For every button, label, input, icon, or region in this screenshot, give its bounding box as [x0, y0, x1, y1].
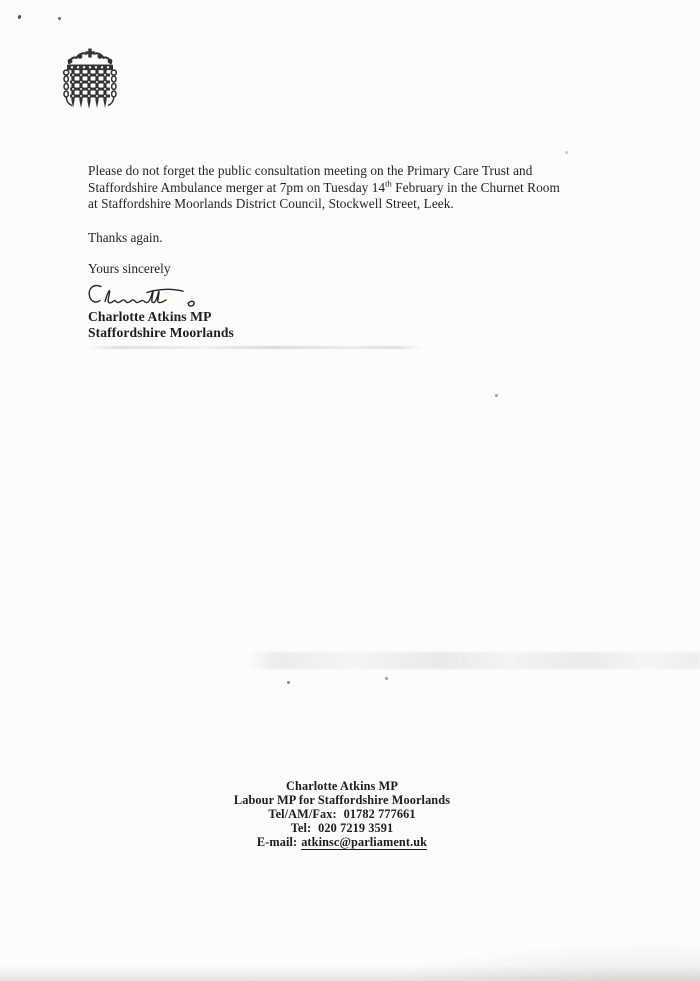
scan-speck	[385, 677, 388, 680]
parliament-portcullis-logo	[62, 48, 118, 118]
email-value: atkinsc@parliament.uk	[301, 834, 428, 849]
scan-speck	[495, 394, 498, 397]
handwritten-signature	[85, 283, 203, 310]
body-line-1: Please do not forget the public consultation meeting on the Primary Care Trust and	[88, 163, 533, 178]
scan-bottom-shadow	[0, 965, 700, 981]
body-line-3: at Staffordshire Moorlands District Council, Stockwell Street, Leek.	[88, 196, 454, 211]
signer-name: Charlotte Atkins MP	[88, 309, 212, 324]
footer-role: Labour MP for Staffordshire Moorlands	[233, 792, 451, 807]
thanks-line: Thanks again.	[88, 230, 163, 245]
scan-speck	[58, 17, 61, 20]
valediction: Yours sincerely	[88, 261, 171, 276]
footer-tel-line	[0, 822, 684, 836]
scan-smudge-band	[248, 652, 700, 669]
footer-contact-block	[0, 780, 684, 850]
letter-body	[88, 163, 608, 213]
tel-label: Tel:	[290, 820, 312, 835]
email-label: E-mail:	[256, 834, 298, 849]
signer-constituency: Staffordshire Moorlands	[88, 325, 234, 341]
body-line-2: Staffordshire Ambulance merger at 7pm on Tuesday 14th February in the Churnet Room	[88, 178, 560, 195]
footer-name: Charlotte Atkins MP	[286, 779, 398, 793]
telfax-label: Tel/AM/Fax:	[268, 806, 337, 821]
ordinal-superscript: th	[385, 178, 392, 189]
scan-speck	[565, 151, 568, 154]
footer-email-line	[0, 836, 684, 850]
tel-value: 020 7219 3591	[318, 820, 394, 835]
telfax-value: 01782 777661	[343, 806, 416, 821]
scan-speck	[17, 15, 21, 20]
scan-smudge-line	[86, 346, 422, 349]
footer-telfax-line	[0, 808, 684, 822]
scan-speck	[287, 681, 290, 684]
signer-block	[88, 309, 234, 342]
